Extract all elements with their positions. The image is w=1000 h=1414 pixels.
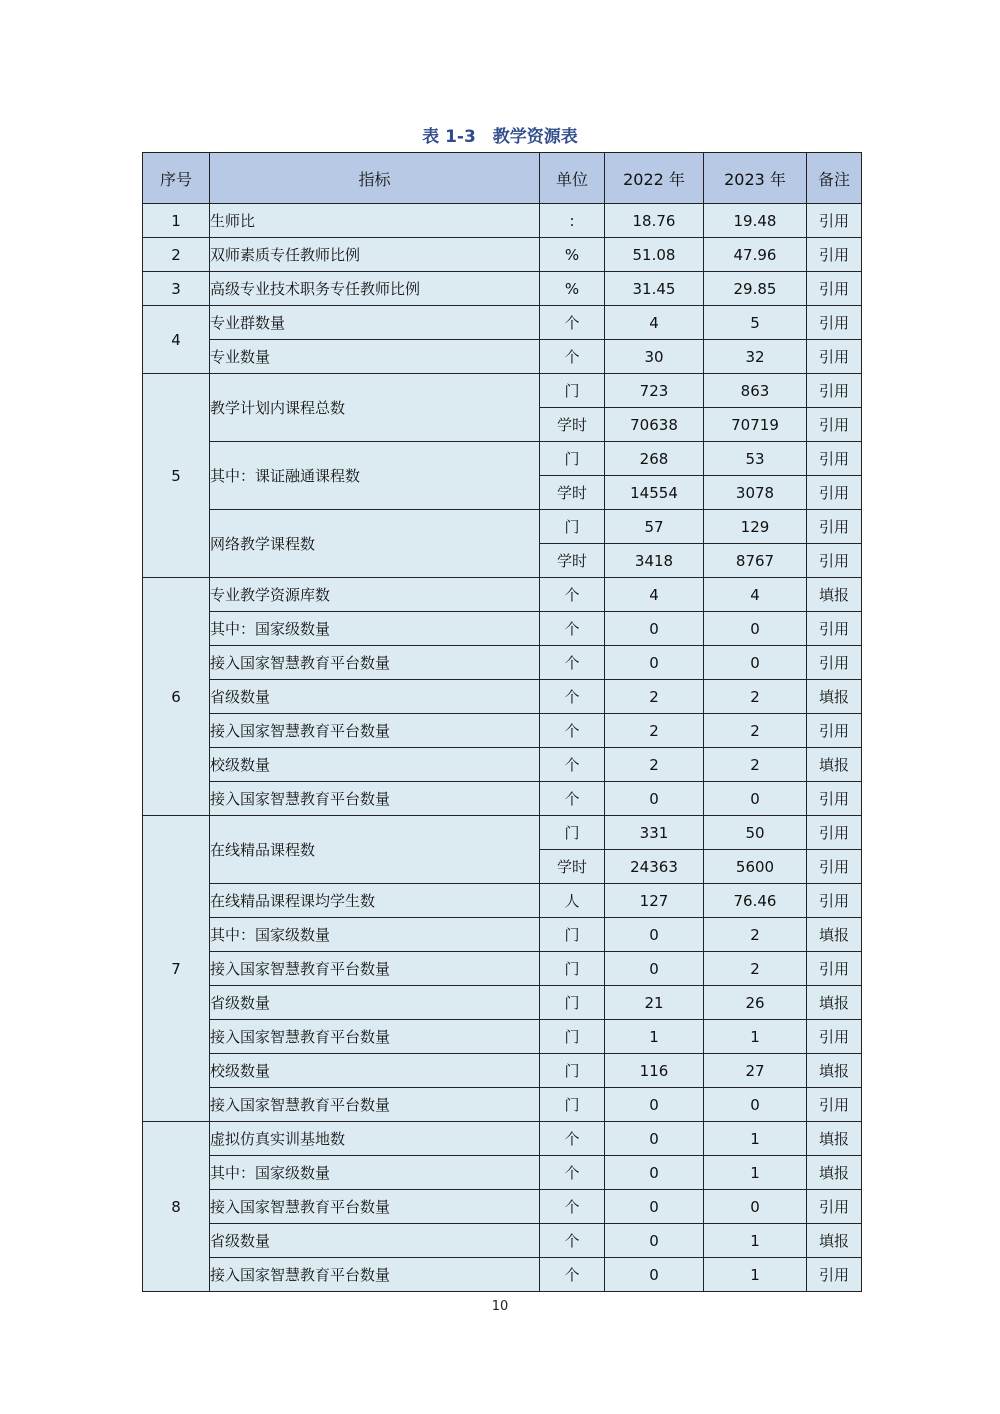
indicator-cell: 其中：国家级数量	[210, 612, 540, 646]
note-cell: 引用	[807, 850, 862, 884]
value-2022-cell: 70638	[605, 408, 704, 442]
value-2022-cell: 21	[605, 986, 704, 1020]
note-cell: 引用	[807, 408, 862, 442]
value-2023-cell: 863	[704, 374, 807, 408]
table-row	[143, 952, 862, 986]
value-2022-cell: 268	[605, 442, 704, 476]
header-indicator: 指标	[210, 153, 540, 204]
value-2022-cell: 331	[605, 816, 704, 850]
value-2023-cell: 1	[704, 1020, 807, 1054]
note-cell: 引用	[807, 238, 862, 272]
value-2022-cell: 0	[605, 1258, 704, 1292]
value-2023-cell: 32	[704, 340, 807, 374]
seq-cell: 3	[143, 272, 210, 306]
value-2022-cell: 2	[605, 748, 704, 782]
seq-cell: 4	[143, 306, 210, 374]
note-cell: 引用	[807, 1258, 862, 1292]
value-2023-cell: 0	[704, 646, 807, 680]
value-2023-cell: 50	[704, 816, 807, 850]
seq-cell: 6	[143, 578, 210, 816]
value-2022-cell: 57	[605, 510, 704, 544]
value-2022-cell: 116	[605, 1054, 704, 1088]
unit-cell: 门	[540, 1088, 605, 1122]
value-2022-cell: 0	[605, 782, 704, 816]
note-cell: 填报	[807, 578, 862, 612]
indicator-cell: 接入国家智慧教育平台数量	[210, 714, 540, 748]
unit-cell: 个	[540, 306, 605, 340]
note-cell: 引用	[807, 340, 862, 374]
value-2022-cell: 0	[605, 1190, 704, 1224]
unit-cell: 个	[540, 714, 605, 748]
note-cell: 引用	[807, 646, 862, 680]
indicator-cell: 专业教学资源库数	[210, 578, 540, 612]
table-row	[143, 510, 862, 544]
value-2023-cell: 0	[704, 782, 807, 816]
indicator-cell: 校级数量	[210, 748, 540, 782]
note-cell: 引用	[807, 612, 862, 646]
table-row	[143, 816, 862, 850]
note-cell: 填报	[807, 1054, 862, 1088]
value-2022-cell: 31.45	[605, 272, 704, 306]
table-row	[143, 1088, 862, 1122]
indicator-cell: 接入国家智慧教育平台数量	[210, 1258, 540, 1292]
value-2022-cell: 4	[605, 306, 704, 340]
note-cell: 填报	[807, 1224, 862, 1258]
unit-cell: 个	[540, 646, 605, 680]
header-note: 备注	[807, 153, 862, 204]
indicator-cell: 在线精品课程数	[210, 816, 540, 884]
value-2023-cell: 2	[704, 748, 807, 782]
header-seq: 序号	[143, 153, 210, 204]
unit-cell: 门	[540, 986, 605, 1020]
table-row	[143, 1258, 862, 1292]
value-2023-cell: 26	[704, 986, 807, 1020]
table-row	[143, 1190, 862, 1224]
unit-cell: 个	[540, 1224, 605, 1258]
unit-cell: 学时	[540, 408, 605, 442]
unit-cell: 学时	[540, 850, 605, 884]
header-2022: 2022 年	[605, 153, 704, 204]
value-2022-cell: 30	[605, 340, 704, 374]
value-2022-cell: 127	[605, 884, 704, 918]
table-row	[143, 1054, 862, 1088]
value-2022-cell: 18.76	[605, 204, 704, 238]
table-row	[143, 918, 862, 952]
value-2023-cell: 3078	[704, 476, 807, 510]
teaching-resources-table	[142, 152, 862, 1292]
value-2023-cell: 2	[704, 680, 807, 714]
unit-cell: 学时	[540, 476, 605, 510]
value-2023-cell: 53	[704, 442, 807, 476]
note-cell: 引用	[807, 884, 862, 918]
value-2022-cell: 1	[605, 1020, 704, 1054]
seq-cell: 7	[143, 816, 210, 1122]
seq-cell: 5	[143, 374, 210, 578]
unit-cell: 门	[540, 442, 605, 476]
indicator-cell: 其中：国家级数量	[210, 1156, 540, 1190]
value-2022-cell: 0	[605, 952, 704, 986]
table-row	[143, 1122, 862, 1156]
indicator-cell: 省级数量	[210, 986, 540, 1020]
header-unit: 单位	[540, 153, 605, 204]
value-2022-cell: 51.08	[605, 238, 704, 272]
indicator-cell: 网络教学课程数	[210, 510, 540, 578]
indicator-cell: 专业群数量	[210, 306, 540, 340]
seq-cell: 8	[143, 1122, 210, 1292]
table-row	[143, 340, 862, 374]
unit-cell: 门	[540, 952, 605, 986]
unit-cell: 个	[540, 340, 605, 374]
unit-cell: 个	[540, 782, 605, 816]
unit-cell: 个	[540, 1156, 605, 1190]
note-cell: 引用	[807, 442, 862, 476]
indicator-cell: 专业数量	[210, 340, 540, 374]
value-2022-cell: 4	[605, 578, 704, 612]
unit-cell: 门	[540, 918, 605, 952]
value-2023-cell: 1	[704, 1122, 807, 1156]
table-row	[143, 306, 862, 340]
unit-cell: :	[540, 204, 605, 238]
value-2022-cell: 2	[605, 680, 704, 714]
unit-cell: 个	[540, 680, 605, 714]
note-cell: 填报	[807, 680, 862, 714]
note-cell: 引用	[807, 204, 862, 238]
table-row	[143, 714, 862, 748]
note-cell: 引用	[807, 714, 862, 748]
note-cell: 引用	[807, 816, 862, 850]
indicator-cell: 接入国家智慧教育平台数量	[210, 952, 540, 986]
indicator-cell: 双师素质专任教师比例	[210, 238, 540, 272]
unit-cell: 个	[540, 1122, 605, 1156]
value-2022-cell: 2	[605, 714, 704, 748]
value-2023-cell: 1	[704, 1258, 807, 1292]
value-2023-cell: 47.96	[704, 238, 807, 272]
value-2023-cell: 1	[704, 1156, 807, 1190]
value-2022-cell: 0	[605, 1224, 704, 1258]
value-2023-cell: 129	[704, 510, 807, 544]
value-2022-cell: 723	[605, 374, 704, 408]
table-row	[143, 1224, 862, 1258]
note-cell: 填报	[807, 1122, 862, 1156]
unit-cell: 门	[540, 1054, 605, 1088]
indicator-cell: 其中：课证融通课程数	[210, 442, 540, 510]
value-2023-cell: 19.48	[704, 204, 807, 238]
unit-cell: 个	[540, 578, 605, 612]
value-2022-cell: 3418	[605, 544, 704, 578]
unit-cell: 个	[540, 1190, 605, 1224]
value-2023-cell: 2	[704, 918, 807, 952]
table-row	[143, 680, 862, 714]
value-2022-cell: 14554	[605, 476, 704, 510]
value-2022-cell: 0	[605, 1088, 704, 1122]
note-cell: 引用	[807, 1020, 862, 1054]
indicator-cell: 省级数量	[210, 1224, 540, 1258]
indicator-cell: 接入国家智慧教育平台数量	[210, 1190, 540, 1224]
indicator-cell: 其中：国家级数量	[210, 918, 540, 952]
unit-cell: %	[540, 238, 605, 272]
header-2023: 2023 年	[704, 153, 807, 204]
note-cell: 引用	[807, 306, 862, 340]
indicator-cell: 校级数量	[210, 1054, 540, 1088]
unit-cell: 门	[540, 374, 605, 408]
note-cell: 填报	[807, 986, 862, 1020]
value-2023-cell: 0	[704, 612, 807, 646]
table-row	[143, 204, 862, 238]
indicator-cell: 接入国家智慧教育平台数量	[210, 1020, 540, 1054]
value-2023-cell: 4	[704, 578, 807, 612]
note-cell: 引用	[807, 782, 862, 816]
note-cell: 引用	[807, 1190, 862, 1224]
indicator-cell: 在线精品课程课均学生数	[210, 884, 540, 918]
table-row	[143, 442, 862, 476]
table-row	[143, 782, 862, 816]
unit-cell: 个	[540, 1258, 605, 1292]
table-row	[143, 646, 862, 680]
note-cell: 引用	[807, 374, 862, 408]
value-2023-cell: 0	[704, 1088, 807, 1122]
value-2023-cell: 5600	[704, 850, 807, 884]
seq-cell: 1	[143, 204, 210, 238]
unit-cell: %	[540, 272, 605, 306]
note-cell: 填报	[807, 918, 862, 952]
value-2022-cell: 0	[605, 1122, 704, 1156]
note-cell: 填报	[807, 1156, 862, 1190]
value-2023-cell: 70719	[704, 408, 807, 442]
seq-cell: 2	[143, 238, 210, 272]
value-2023-cell: 1	[704, 1224, 807, 1258]
table-row	[143, 612, 862, 646]
table-row	[143, 578, 862, 612]
value-2022-cell: 0	[605, 646, 704, 680]
indicator-cell: 教学计划内课程总数	[210, 374, 540, 442]
indicator-cell: 接入国家智慧教育平台数量	[210, 1088, 540, 1122]
table-row	[143, 272, 862, 306]
table-row	[143, 748, 862, 782]
value-2023-cell: 5	[704, 306, 807, 340]
table-row	[143, 884, 862, 918]
table-row	[143, 1020, 862, 1054]
indicator-cell: 接入国家智慧教育平台数量	[210, 782, 540, 816]
table-caption: 表 1-3 教学资源表	[422, 127, 578, 147]
indicator-cell: 生师比	[210, 204, 540, 238]
page-number: 10	[491, 1299, 509, 1314]
note-cell: 引用	[807, 544, 862, 578]
value-2023-cell: 27	[704, 1054, 807, 1088]
value-2023-cell: 29.85	[704, 272, 807, 306]
table-row	[143, 1156, 862, 1190]
note-cell: 引用	[807, 1088, 862, 1122]
table-row	[143, 374, 862, 408]
unit-cell: 学时	[540, 544, 605, 578]
value-2023-cell: 2	[704, 952, 807, 986]
table-row	[143, 238, 862, 272]
table-row	[143, 986, 862, 1020]
note-cell: 引用	[807, 476, 862, 510]
value-2022-cell: 0	[605, 612, 704, 646]
value-2022-cell: 0	[605, 918, 704, 952]
table-header-row	[143, 153, 862, 204]
unit-cell: 个	[540, 748, 605, 782]
unit-cell: 门	[540, 816, 605, 850]
value-2022-cell: 24363	[605, 850, 704, 884]
note-cell: 引用	[807, 952, 862, 986]
unit-cell: 门	[540, 1020, 605, 1054]
value-2023-cell: 0	[704, 1190, 807, 1224]
indicator-cell: 虚拟仿真实训基地数	[210, 1122, 540, 1156]
unit-cell: 个	[540, 612, 605, 646]
unit-cell: 门	[540, 510, 605, 544]
value-2023-cell: 76.46	[704, 884, 807, 918]
unit-cell: 人	[540, 884, 605, 918]
value-2023-cell: 2	[704, 714, 807, 748]
note-cell: 引用	[807, 272, 862, 306]
value-2023-cell: 8767	[704, 544, 807, 578]
note-cell: 引用	[807, 510, 862, 544]
indicator-cell: 接入国家智慧教育平台数量	[210, 646, 540, 680]
indicator-cell: 高级专业技术职务专任教师比例	[210, 272, 540, 306]
value-2022-cell: 0	[605, 1156, 704, 1190]
note-cell: 填报	[807, 748, 862, 782]
indicator-cell: 省级数量	[210, 680, 540, 714]
